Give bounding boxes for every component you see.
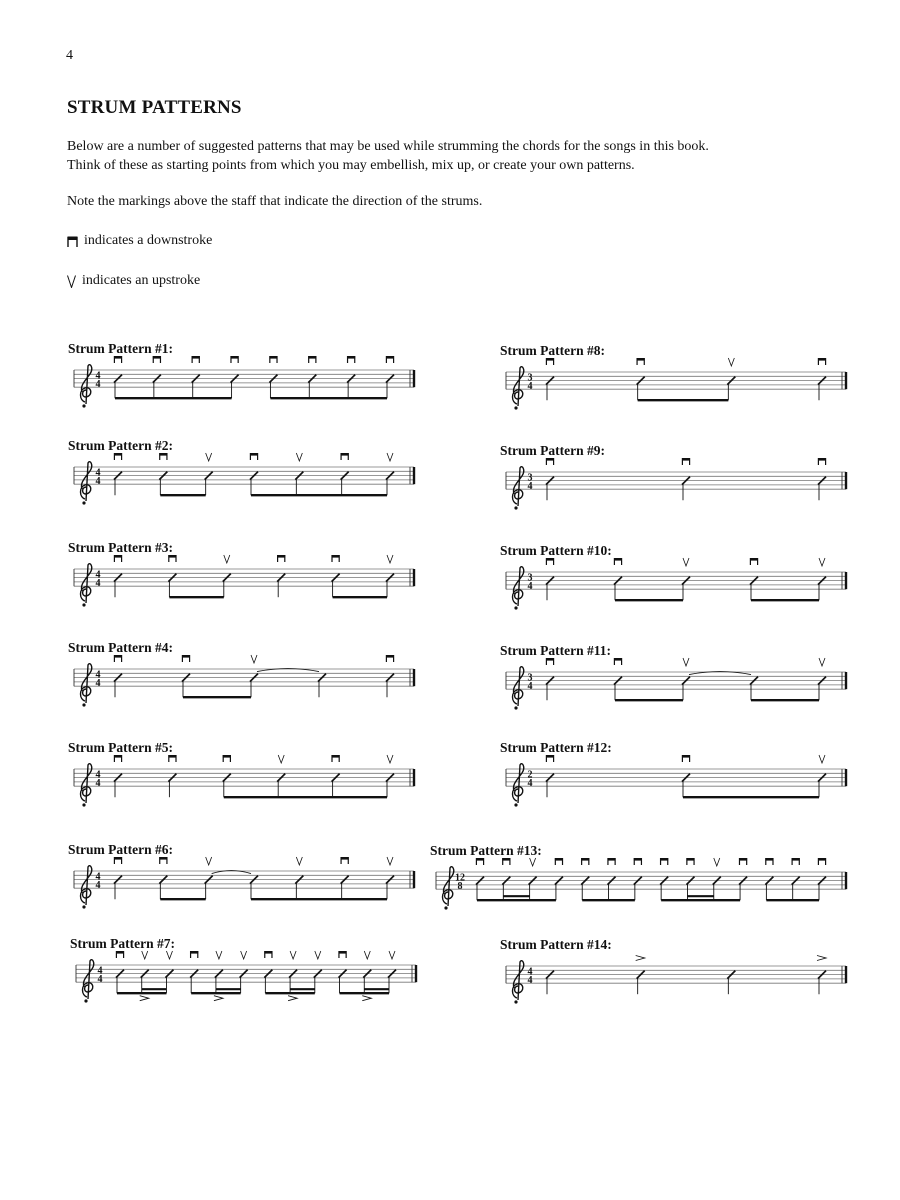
upstroke-icon xyxy=(714,858,720,866)
staff-notation xyxy=(500,343,848,423)
downstroke-icon xyxy=(546,358,554,365)
strum-pattern-title: Strum Pattern #7: xyxy=(70,936,175,951)
downstroke-icon xyxy=(555,858,563,865)
strum-pattern-title: Strum Pattern #5: xyxy=(68,740,173,755)
staff-notation xyxy=(500,740,848,820)
accent-icon xyxy=(817,956,826,961)
time-signature-denominator: 4 xyxy=(527,581,533,592)
treble-clef-icon xyxy=(513,961,524,1000)
upstroke-icon xyxy=(387,453,393,461)
strum-pattern-11 xyxy=(500,643,848,723)
downstroke-icon xyxy=(818,858,826,865)
staff-notation xyxy=(68,341,416,421)
strum-pattern-8 xyxy=(500,343,848,423)
downstroke-icon xyxy=(818,458,826,465)
treble-clef-icon xyxy=(81,462,92,501)
upstroke-icon xyxy=(387,755,393,763)
page-number: 4 xyxy=(66,48,73,63)
treble-clef-icon xyxy=(81,664,92,703)
strum-pattern-title: Strum Pattern #13: xyxy=(430,843,542,858)
staff-notation xyxy=(70,936,418,1016)
treble-clef-icon xyxy=(81,564,92,603)
legend-upstroke xyxy=(67,273,200,289)
upstroke-icon xyxy=(819,755,825,763)
downstroke-icon xyxy=(277,555,285,562)
downstroke-icon xyxy=(614,558,622,565)
downstroke-icon xyxy=(332,755,340,762)
staff-notation xyxy=(68,842,416,922)
strum-pattern-9 xyxy=(500,443,848,523)
time-signature-denominator: 4 xyxy=(97,974,103,985)
downstroke-icon xyxy=(339,951,347,958)
strum-pattern-title: Strum Pattern #6: xyxy=(68,842,173,857)
upstroke-icon xyxy=(224,555,230,563)
downstroke-icon xyxy=(682,458,690,465)
downstroke-icon xyxy=(153,356,161,363)
time-signature-numerator: 2 xyxy=(527,769,533,781)
treble-clef-icon xyxy=(513,367,524,406)
accent-icon xyxy=(140,996,149,1001)
strum-pattern-5 xyxy=(68,740,416,820)
strum-pattern-1 xyxy=(68,341,416,421)
downstroke-icon xyxy=(546,458,554,465)
upstroke-icon xyxy=(67,275,76,288)
strum-pattern-7 xyxy=(70,936,418,1016)
staff-notation xyxy=(68,740,416,820)
strum-pattern-title: Strum Pattern #4: xyxy=(68,640,173,655)
treble-clef-icon xyxy=(81,365,92,404)
downstroke-icon xyxy=(159,453,167,460)
time-signature-denominator: 4 xyxy=(527,481,533,492)
treble-clef-icon xyxy=(513,764,524,803)
intro-paragraph xyxy=(67,137,847,175)
downstroke-icon xyxy=(264,951,272,958)
legend-downstroke xyxy=(67,233,212,249)
downstroke-icon xyxy=(159,857,167,864)
legend-downstroke-label: indicates a downstroke xyxy=(84,233,213,248)
strum-pattern-10 xyxy=(500,543,848,623)
upstroke-icon xyxy=(389,951,395,959)
strum-pattern-6 xyxy=(68,842,416,922)
time-signature-numerator: 4 xyxy=(95,370,101,382)
downstroke-icon xyxy=(765,858,773,865)
staff-notation xyxy=(68,540,416,620)
downstroke-icon xyxy=(682,755,690,762)
time-signature-numerator: 4 xyxy=(95,669,101,681)
treble-clef-icon xyxy=(513,467,524,506)
downstroke-icon xyxy=(114,453,122,460)
strum-pattern-title: Strum Pattern #10: xyxy=(500,543,612,558)
staff-notation xyxy=(68,640,416,720)
upstroke-icon xyxy=(251,655,257,663)
time-signature-numerator: 4 xyxy=(95,769,101,781)
strum-pattern-title: Strum Pattern #9: xyxy=(500,443,605,458)
downstroke-icon xyxy=(250,453,258,460)
downstroke-icon xyxy=(168,755,176,762)
downstroke-icon xyxy=(818,358,826,365)
accent-icon xyxy=(636,956,645,961)
downstroke-icon xyxy=(792,858,800,865)
intro-line-1: Below are a number of suggested patterns that may be used while strumming the chords for the songs in this book. xyxy=(67,139,709,154)
downstroke-icon xyxy=(231,356,239,363)
downstroke-icon xyxy=(502,858,510,865)
downstroke-icon xyxy=(223,755,231,762)
downstroke-icon xyxy=(581,858,589,865)
downstroke-icon xyxy=(114,356,122,363)
time-signature-numerator: 3 xyxy=(527,372,533,384)
downstroke-icon xyxy=(546,658,554,665)
upstroke-icon xyxy=(683,558,689,566)
treble-clef-icon xyxy=(81,866,92,905)
upstroke-icon xyxy=(530,858,536,866)
downstroke-icon xyxy=(192,356,200,363)
time-signature-numerator: 4 xyxy=(97,965,103,977)
time-signature-denominator: 8 xyxy=(457,881,463,892)
treble-clef-icon xyxy=(513,567,524,606)
strum-pattern-title: Strum Pattern #3: xyxy=(68,540,173,555)
downstroke-icon xyxy=(546,755,554,762)
downstroke-icon xyxy=(308,356,316,363)
time-signature-numerator: 4 xyxy=(95,569,101,581)
legend-upstroke-label: indicates an upstroke xyxy=(82,273,201,288)
staff-notation xyxy=(68,438,416,518)
time-signature-numerator: 12 xyxy=(455,872,465,884)
upstroke-icon xyxy=(290,951,296,959)
downstroke-icon xyxy=(190,951,198,958)
treble-clef-icon xyxy=(443,867,454,906)
upstroke-icon xyxy=(364,951,370,959)
downstroke-icon xyxy=(660,858,668,865)
strum-pattern-3 xyxy=(68,540,416,620)
staff-notation xyxy=(500,643,848,723)
downstroke-icon xyxy=(637,358,645,365)
treble-clef-icon xyxy=(83,960,94,999)
upstroke-icon xyxy=(206,857,212,865)
treble-clef-icon xyxy=(81,764,92,803)
upstroke-icon xyxy=(387,857,393,865)
strum-pattern-title: Strum Pattern #8: xyxy=(500,343,605,358)
upstroke-icon xyxy=(296,453,302,461)
accent-icon xyxy=(214,996,223,1001)
time-signature-denominator: 4 xyxy=(527,778,533,789)
downstroke-icon xyxy=(182,655,190,662)
upstroke-icon xyxy=(216,951,222,959)
time-signature-denominator: 4 xyxy=(95,379,101,390)
upstroke-icon xyxy=(206,453,212,461)
upstroke-icon xyxy=(315,951,321,959)
downstroke-icon xyxy=(686,858,694,865)
strum-pattern-title: Strum Pattern #2: xyxy=(68,438,173,453)
time-signature-denominator: 4 xyxy=(527,381,533,392)
downstroke-icon xyxy=(269,356,277,363)
upstroke-icon xyxy=(296,857,302,865)
time-signature-numerator: 3 xyxy=(527,472,533,484)
strum-pattern-title: Strum Pattern #1: xyxy=(68,341,173,356)
strum-pattern-title: Strum Pattern #14: xyxy=(500,937,612,952)
strum-pattern-title: Strum Pattern #11: xyxy=(500,643,611,658)
direction-note: Note the markings above the staff that indicate the direction of the strums. xyxy=(67,194,483,209)
downstroke-icon xyxy=(332,555,340,562)
strum-pattern-4 xyxy=(68,640,416,720)
time-signature-denominator: 4 xyxy=(95,578,101,589)
downstroke-icon xyxy=(386,655,394,662)
downstroke-icon xyxy=(476,858,484,865)
downstroke-icon xyxy=(114,755,122,762)
downstroke-icon xyxy=(347,356,355,363)
staff-notation xyxy=(500,443,848,523)
downstroke-icon xyxy=(114,555,122,562)
intro-line-2: Think of these as starting points from which you may embellish, mix up, or create your own patterns. xyxy=(67,158,635,173)
upstroke-icon xyxy=(819,558,825,566)
strum-pattern-13 xyxy=(430,843,848,923)
page-heading: STRUM PATTERNS xyxy=(67,97,242,118)
time-signature-denominator: 4 xyxy=(527,681,533,692)
strum-pattern-14 xyxy=(500,937,848,1017)
downstroke-icon xyxy=(67,236,78,247)
time-signature-numerator: 3 xyxy=(527,672,533,684)
downstroke-icon xyxy=(114,655,122,662)
upstroke-icon xyxy=(387,555,393,563)
upstroke-icon xyxy=(819,658,825,666)
time-signature-denominator: 4 xyxy=(527,975,533,986)
downstroke-icon xyxy=(341,857,349,864)
downstroke-icon xyxy=(341,453,349,460)
upstroke-icon xyxy=(166,951,172,959)
upstroke-icon xyxy=(683,658,689,666)
downstroke-icon xyxy=(614,658,622,665)
time-signature-denominator: 4 xyxy=(95,880,101,891)
time-signature-numerator: 4 xyxy=(527,966,533,978)
downstroke-icon xyxy=(546,558,554,565)
downstroke-icon xyxy=(750,558,758,565)
upstroke-icon xyxy=(278,755,284,763)
time-signature-numerator: 4 xyxy=(95,871,101,883)
downstroke-icon xyxy=(114,857,122,864)
strum-pattern-2 xyxy=(68,438,416,518)
strum-pattern-12 xyxy=(500,740,848,820)
time-signature-denominator: 4 xyxy=(95,678,101,689)
downstroke-icon xyxy=(168,555,176,562)
downstroke-icon xyxy=(116,951,124,958)
upstroke-icon xyxy=(241,951,247,959)
downstroke-icon xyxy=(634,858,642,865)
upstroke-icon xyxy=(728,358,734,366)
time-signature-numerator: 4 xyxy=(95,467,101,479)
upstroke-icon xyxy=(142,951,148,959)
staff-notation xyxy=(500,937,848,1017)
treble-clef-icon xyxy=(513,667,524,706)
accent-icon xyxy=(288,996,297,1001)
staff-notation xyxy=(500,543,848,623)
time-signature-numerator: 3 xyxy=(527,572,533,584)
staff-notation xyxy=(430,843,848,923)
downstroke-icon xyxy=(739,858,747,865)
strum-pattern-title: Strum Pattern #12: xyxy=(500,740,612,755)
accent-icon xyxy=(362,996,371,1001)
downstroke-icon xyxy=(386,356,394,363)
time-signature-denominator: 4 xyxy=(95,476,101,487)
time-signature-denominator: 4 xyxy=(95,778,101,789)
downstroke-icon xyxy=(608,858,616,865)
